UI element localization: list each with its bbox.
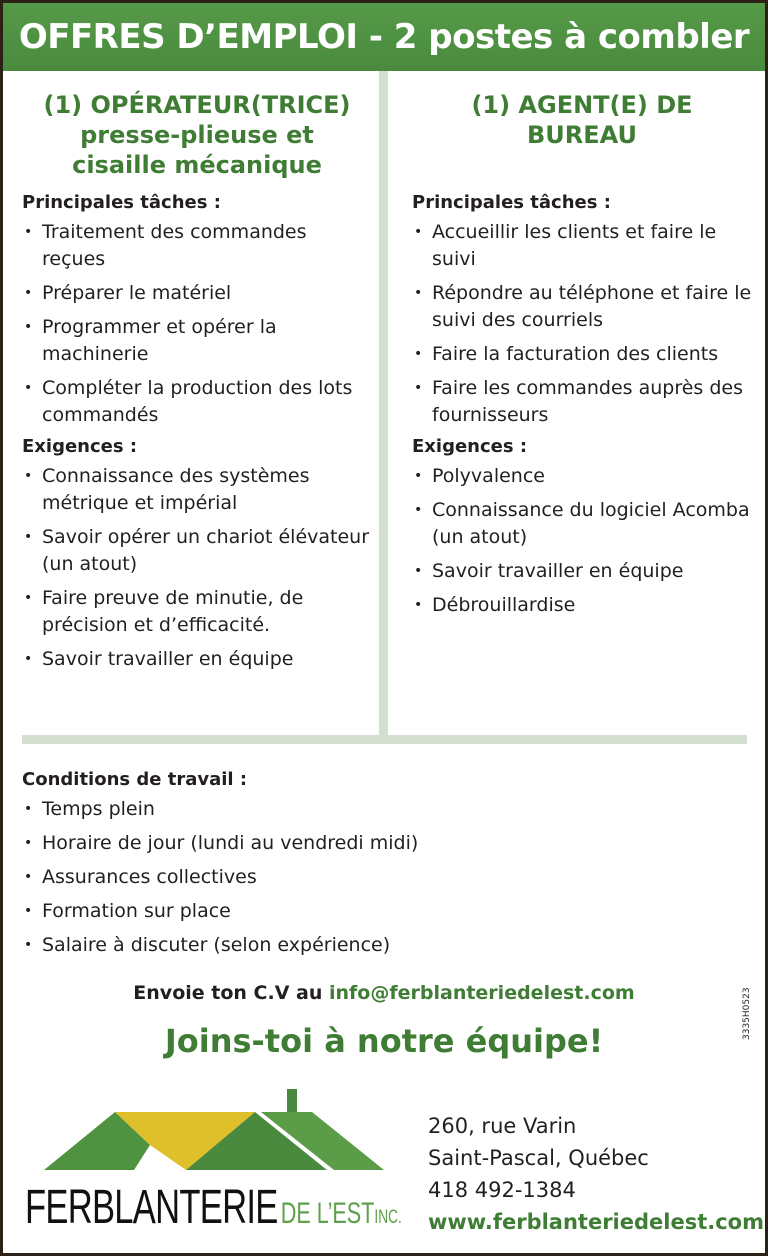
list-item: • Formation sur place (22, 898, 622, 925)
list-item: • Traitement des commandes reçues (22, 219, 372, 273)
job-operator (22, 90, 372, 680)
roof-logo-icon (22, 1075, 392, 1175)
tasks-heading: Principales tâches : (412, 192, 611, 213)
list-item: • Accueillir les clients et faire le suivi (412, 219, 752, 273)
logo-inc: INC. (374, 1207, 402, 1228)
list-item: • Compléter la production des lots commandés (22, 375, 372, 429)
address-line: 260, rue Varin (428, 1114, 577, 1138)
logo-main: FERBLANTERIE (25, 1181, 278, 1234)
job-office-agent (412, 90, 752, 626)
job-title-line: presse-plieuse et (80, 121, 314, 149)
company-contact (428, 1110, 764, 1238)
list-item: • Assurances collectives (22, 864, 622, 891)
list-item: • Savoir travailler en équipe (22, 646, 372, 673)
ad-code: 3335H0523 (742, 987, 752, 1040)
company-logo-text (25, 1180, 402, 1235)
job-title-line: (1) AGENT(E) DE (471, 91, 693, 119)
tasks-list (412, 219, 752, 429)
list-item: • Répondre au téléphone et faire le suivi des courriels (412, 280, 752, 334)
list-item: • Programmer et opérer la machinerie (22, 314, 372, 368)
job-title (412, 90, 752, 150)
address-city: Saint-Pascal, Québec (428, 1146, 649, 1170)
tasks-list (22, 219, 372, 429)
conditions-heading: Conditions de travail : (22, 769, 248, 790)
section-divider (22, 735, 747, 744)
list-item: • Polyvalence (412, 463, 752, 490)
list-item: • Temps plein (22, 796, 622, 823)
chimney-icon (287, 1089, 297, 1112)
join-team-slogan: Joins-toi à notre équipe! (164, 1022, 604, 1060)
list-item: • Débrouillardise (412, 592, 752, 619)
job-title-line: cisaille mécanique (72, 151, 322, 179)
list-item: • Faire preuve de minutie, de précision et d’efficacité. (22, 585, 372, 639)
page-title: OFFRES D’EMPLOI - 2 postes à combler (3, 3, 765, 71)
list-item: • Préparer le matériel (22, 280, 372, 307)
work-conditions (22, 765, 622, 966)
job-title (22, 90, 372, 180)
tasks-heading: Principales tâches : (22, 192, 221, 213)
list-item: • Connaissance du logiciel Acomba (un atout) (412, 497, 752, 551)
list-item: • Connaissance des systèmes métrique et impérial (22, 463, 372, 517)
requirements-list (412, 463, 752, 619)
conditions-list (22, 796, 622, 959)
requirements-list (22, 463, 372, 673)
email-link[interactable]: info@ferblanteriedelest.com (329, 982, 635, 1004)
column-divider (379, 71, 388, 738)
logo-sub: DE L’EST (280, 1197, 375, 1230)
requirements-heading: Exigences : (22, 436, 138, 457)
list-item: • Savoir travailler en équipe (412, 558, 752, 585)
phone: 418 492-1384 (428, 1178, 576, 1202)
list-item: • Salaire à discuter (selon expérience) (22, 932, 622, 959)
list-item: • Savoir opérer un chariot élévateur (un atout) (22, 524, 372, 578)
send-cv-line (0, 982, 768, 1004)
website-link[interactable]: www.ferblanteriedelest.com (428, 1210, 764, 1234)
job-title-line: (1) OPÉRATEUR(TRICE) (43, 91, 351, 119)
list-item: • Faire la facturation des clients (412, 341, 752, 368)
job-title-line: BUREAU (527, 121, 637, 149)
requirements-heading: Exigences : (412, 436, 528, 457)
list-item: • Faire les commandes auprès des fournisseurs (412, 375, 752, 429)
send-cv-text: Envoie ton C.V au (133, 982, 323, 1004)
list-item: • Horaire de jour (lundi au vendredi midi) (22, 830, 622, 857)
